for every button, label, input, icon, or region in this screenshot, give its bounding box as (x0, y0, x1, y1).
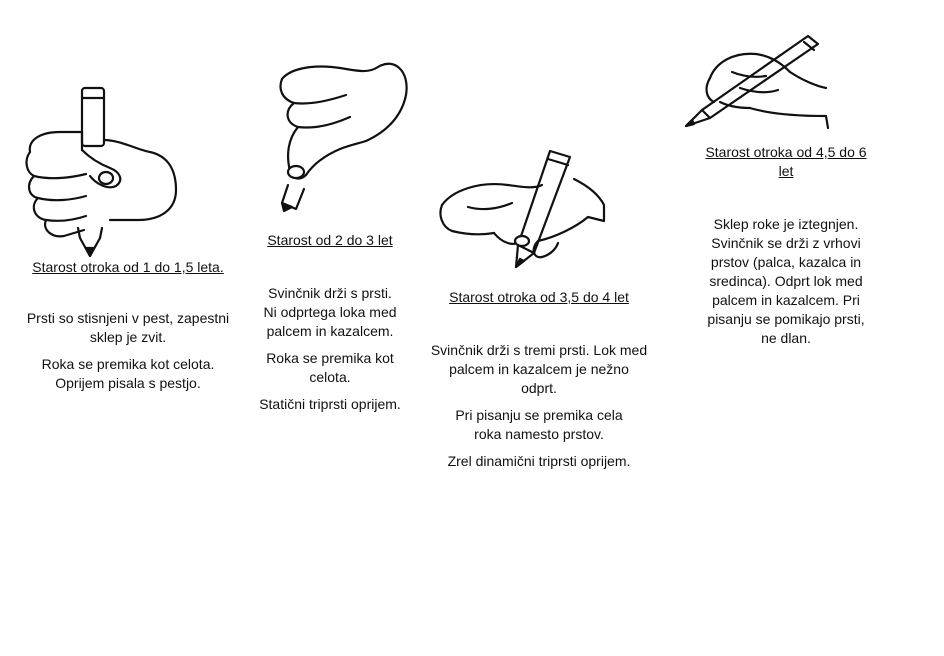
stage-3 (428, 288, 650, 471)
stage-3-paragraph: Pri pisanju se premika cela roka namesto prstov. (455, 407, 623, 442)
stage-3-paragraph: Zrel dinamični triprsti oprijem. (447, 453, 631, 469)
stage-2-paragraph: Statični triprsti oprijem. (259, 396, 401, 412)
stage-3-title: Starost otroka od 3,5 do 4 let (449, 289, 629, 305)
stage-1 (12, 258, 244, 393)
fist-grip-icon (20, 80, 180, 260)
stage-4-paragraph: Sklep roke je iztegnjen. Svinčnik se drži z vrhovi prstov (palca, kazalca in sredinca). Odprt lok med palcem in kazalcem. Pri pisanju se pomikajo prsti, ne dlan. (707, 216, 865, 346)
dynamic-tripod-grip-icon (680, 32, 835, 132)
stage-1-title: Starost otroka od 1 do 1,5 leta. (32, 259, 224, 275)
stage-3-paragraph: Svinčnik drži s tremi prsti. Lok med palcem in kazalcem je nežno odprt. (430, 342, 648, 396)
static-tripod-grip-icon (270, 55, 420, 215)
stage-2-paragraph: Ni odprtega loka med palcem in kazalcem. (263, 304, 397, 339)
stage-2 (244, 231, 416, 414)
three-finger-grip-icon (438, 145, 608, 275)
stage-4-title: Starost otroka od 4,5 do 6 let (705, 144, 867, 179)
stage-2-paragraph: Roka se premika kot celota. (266, 350, 394, 385)
stage-1-paragraph: Prsti so stisnjeni v pest, zapestni sklep je zvit. (26, 310, 230, 345)
stage-2-paragraph: Svinčnik drži s prsti. (268, 285, 392, 301)
stage-2-title: Starost od 2 do 3 let (267, 232, 393, 248)
stage-4 (700, 143, 872, 348)
stage-1-paragraph: Roka se premika kot celota. Oprijem pisala s pestjo. (41, 356, 215, 391)
